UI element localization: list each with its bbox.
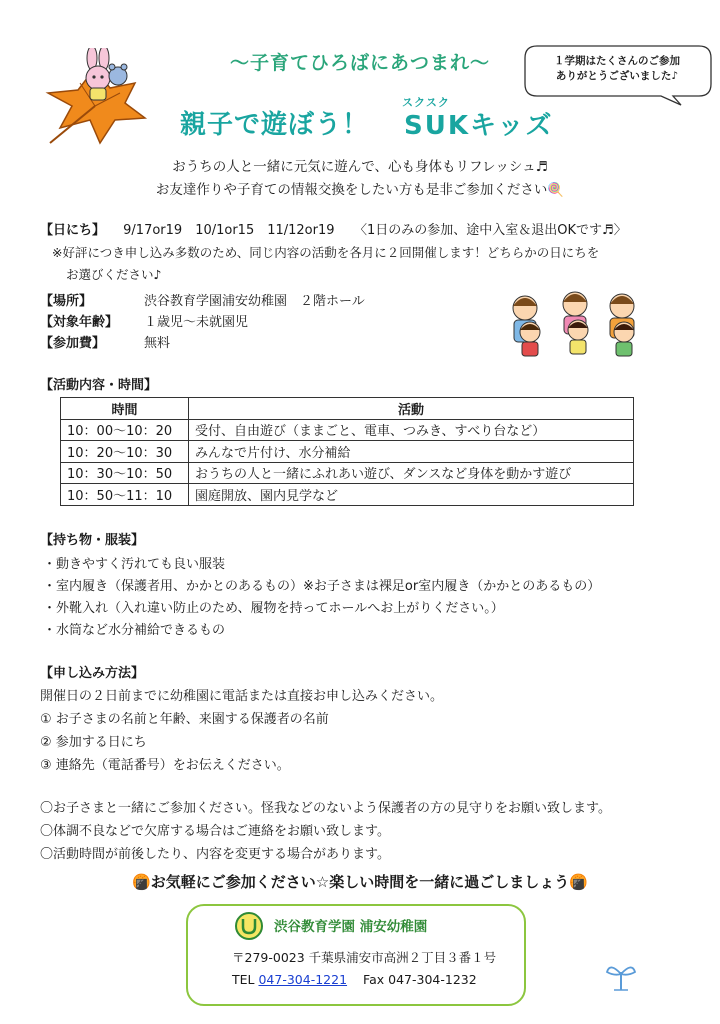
- school-address: 〒279-0023 千葉県浦安市高洲２丁目３番１号: [232, 950, 497, 965]
- row-activity: みんなで片付け、水分補給: [189, 441, 634, 463]
- tel-link[interactable]: 047-304-1221: [258, 972, 348, 987]
- belongings-section-label: 【持ち物・服装】: [40, 533, 145, 548]
- intro-line-1: おうちの人と一緒に元気に遊んで、心も身体もリフレッシュ♬: [172, 159, 548, 175]
- row-activity: 受付、自由遊び（ままごと、電車、つみき、すべり台など）: [189, 419, 634, 441]
- row-time: 10：20〜10：30: [61, 441, 189, 463]
- list-item: ③ 連絡先（電話番号）をお伝えください。: [40, 758, 290, 773]
- school-contact-box: [186, 904, 526, 1006]
- row-time: 10：30〜10：50: [61, 462, 189, 484]
- row-activity: 園庭開放、園内見学など: [189, 484, 634, 506]
- fax-label: Fax: [363, 972, 385, 987]
- intro-line-2: お友達作りや子育ての情報交換をしたい方も是非ご参加ください🍭: [155, 182, 565, 198]
- list-item: ② 参加する日にち: [40, 735, 147, 750]
- speech-bubble: [523, 44, 713, 100]
- row-time: 10：00〜10：20: [61, 419, 189, 441]
- title-suk: SUKキッズ: [404, 111, 554, 141]
- tel-label: TEL: [232, 972, 255, 987]
- school-logo: [234, 911, 264, 945]
- note-item: 〇お子さまと一緒にご参加ください。怪我などのないよう保護者の方の見守りをお願い致します。: [40, 801, 611, 816]
- table-header-row: [61, 398, 634, 420]
- dates-row: [40, 219, 627, 238]
- table-row: [61, 419, 634, 441]
- place-value: 渋谷教育学園浦安幼稚園 ２階ホール: [144, 294, 365, 309]
- sprout-icon: [604, 958, 638, 996]
- contact-line: [232, 972, 477, 987]
- subtitle: 〜子育てひろばにあつまれ〜: [229, 52, 490, 74]
- table-row: [61, 484, 634, 506]
- dates-label: 【日にち】: [40, 223, 106, 238]
- apply-lead: 開催日の２日前までに幼稚園に電話または直接お申し込みください。: [40, 689, 444, 704]
- title-main: 親子で遊ぼう！: [180, 110, 370, 140]
- page-title: [180, 96, 580, 144]
- school-name: 渋谷教育学園 浦安幼稚園: [274, 919, 428, 935]
- list-item: ・外靴入れ（入れ違い防止のため、履物を持ってホールへお上がりください。）: [43, 601, 504, 616]
- closing-message: 🍘お気軽にご参加ください☆楽しい時間を一緒に過ごしましょう🍘: [132, 873, 588, 891]
- list-item: ① お子さまの名前と年齢、来園する保護者の名前: [40, 712, 329, 727]
- row-activity: おうちの人と一緒にふれあい遊び、ダンスなど身体を動かす遊び: [189, 462, 634, 484]
- activities-table: [60, 397, 634, 506]
- column-header-activity: 活動: [189, 398, 634, 420]
- column-header-time: 時間: [61, 398, 189, 420]
- list-item: ・動きやすく汚れても良い服装: [43, 557, 226, 572]
- age-value: １歳児〜未就園児: [144, 315, 249, 330]
- apply-section-label: 【申し込み方法】: [40, 666, 145, 681]
- fax-number: 047-304-1232: [388, 972, 477, 987]
- fee-label: 【参加費】: [40, 336, 106, 351]
- list-item: ・水筒など水分補給できるもの: [43, 623, 226, 638]
- dates-note-2: お選びください♪: [66, 267, 162, 282]
- title-ruby: スクスク: [402, 96, 450, 109]
- children-group-illustration: [500, 286, 650, 370]
- activities-section-label: 【活動内容・時間】: [40, 378, 158, 393]
- age-label: 【対象年齢】: [40, 315, 119, 330]
- fee-row: [40, 332, 171, 351]
- place-row: [40, 290, 365, 309]
- list-item: ・室内履き（保護者用、かかとのあるもの）※お子さまは裸足or室内履き（かかとのあるもの）: [43, 579, 601, 594]
- bubble-line-1: １学期はたくさんのご参加: [554, 55, 680, 67]
- age-row: [40, 311, 249, 330]
- note-item: 〇体調不良などで欠席する場合はご連絡をお願い致します。: [40, 824, 390, 839]
- bubble-line-2: ありがとうございました♪: [555, 70, 679, 82]
- place-label: 【場所】: [40, 294, 93, 309]
- dates-note-1: ※好評につき申し込み多数のため、同じ内容の活動を各月に２回開催します！どちらかの日にちを: [52, 245, 600, 260]
- note-item: 〇活動時間が前後したり、内容を変更する場合があります。: [40, 847, 390, 862]
- row-time: 10：50〜11：10: [61, 484, 189, 506]
- dates-value: 9/17or19 10/1or15 11/12or19 〈1日のみの参加、途中入室＆退出OKです♬〉: [123, 223, 627, 238]
- table-row: [61, 462, 634, 484]
- fee-value: 無料: [144, 336, 171, 351]
- table-row: [61, 441, 634, 463]
